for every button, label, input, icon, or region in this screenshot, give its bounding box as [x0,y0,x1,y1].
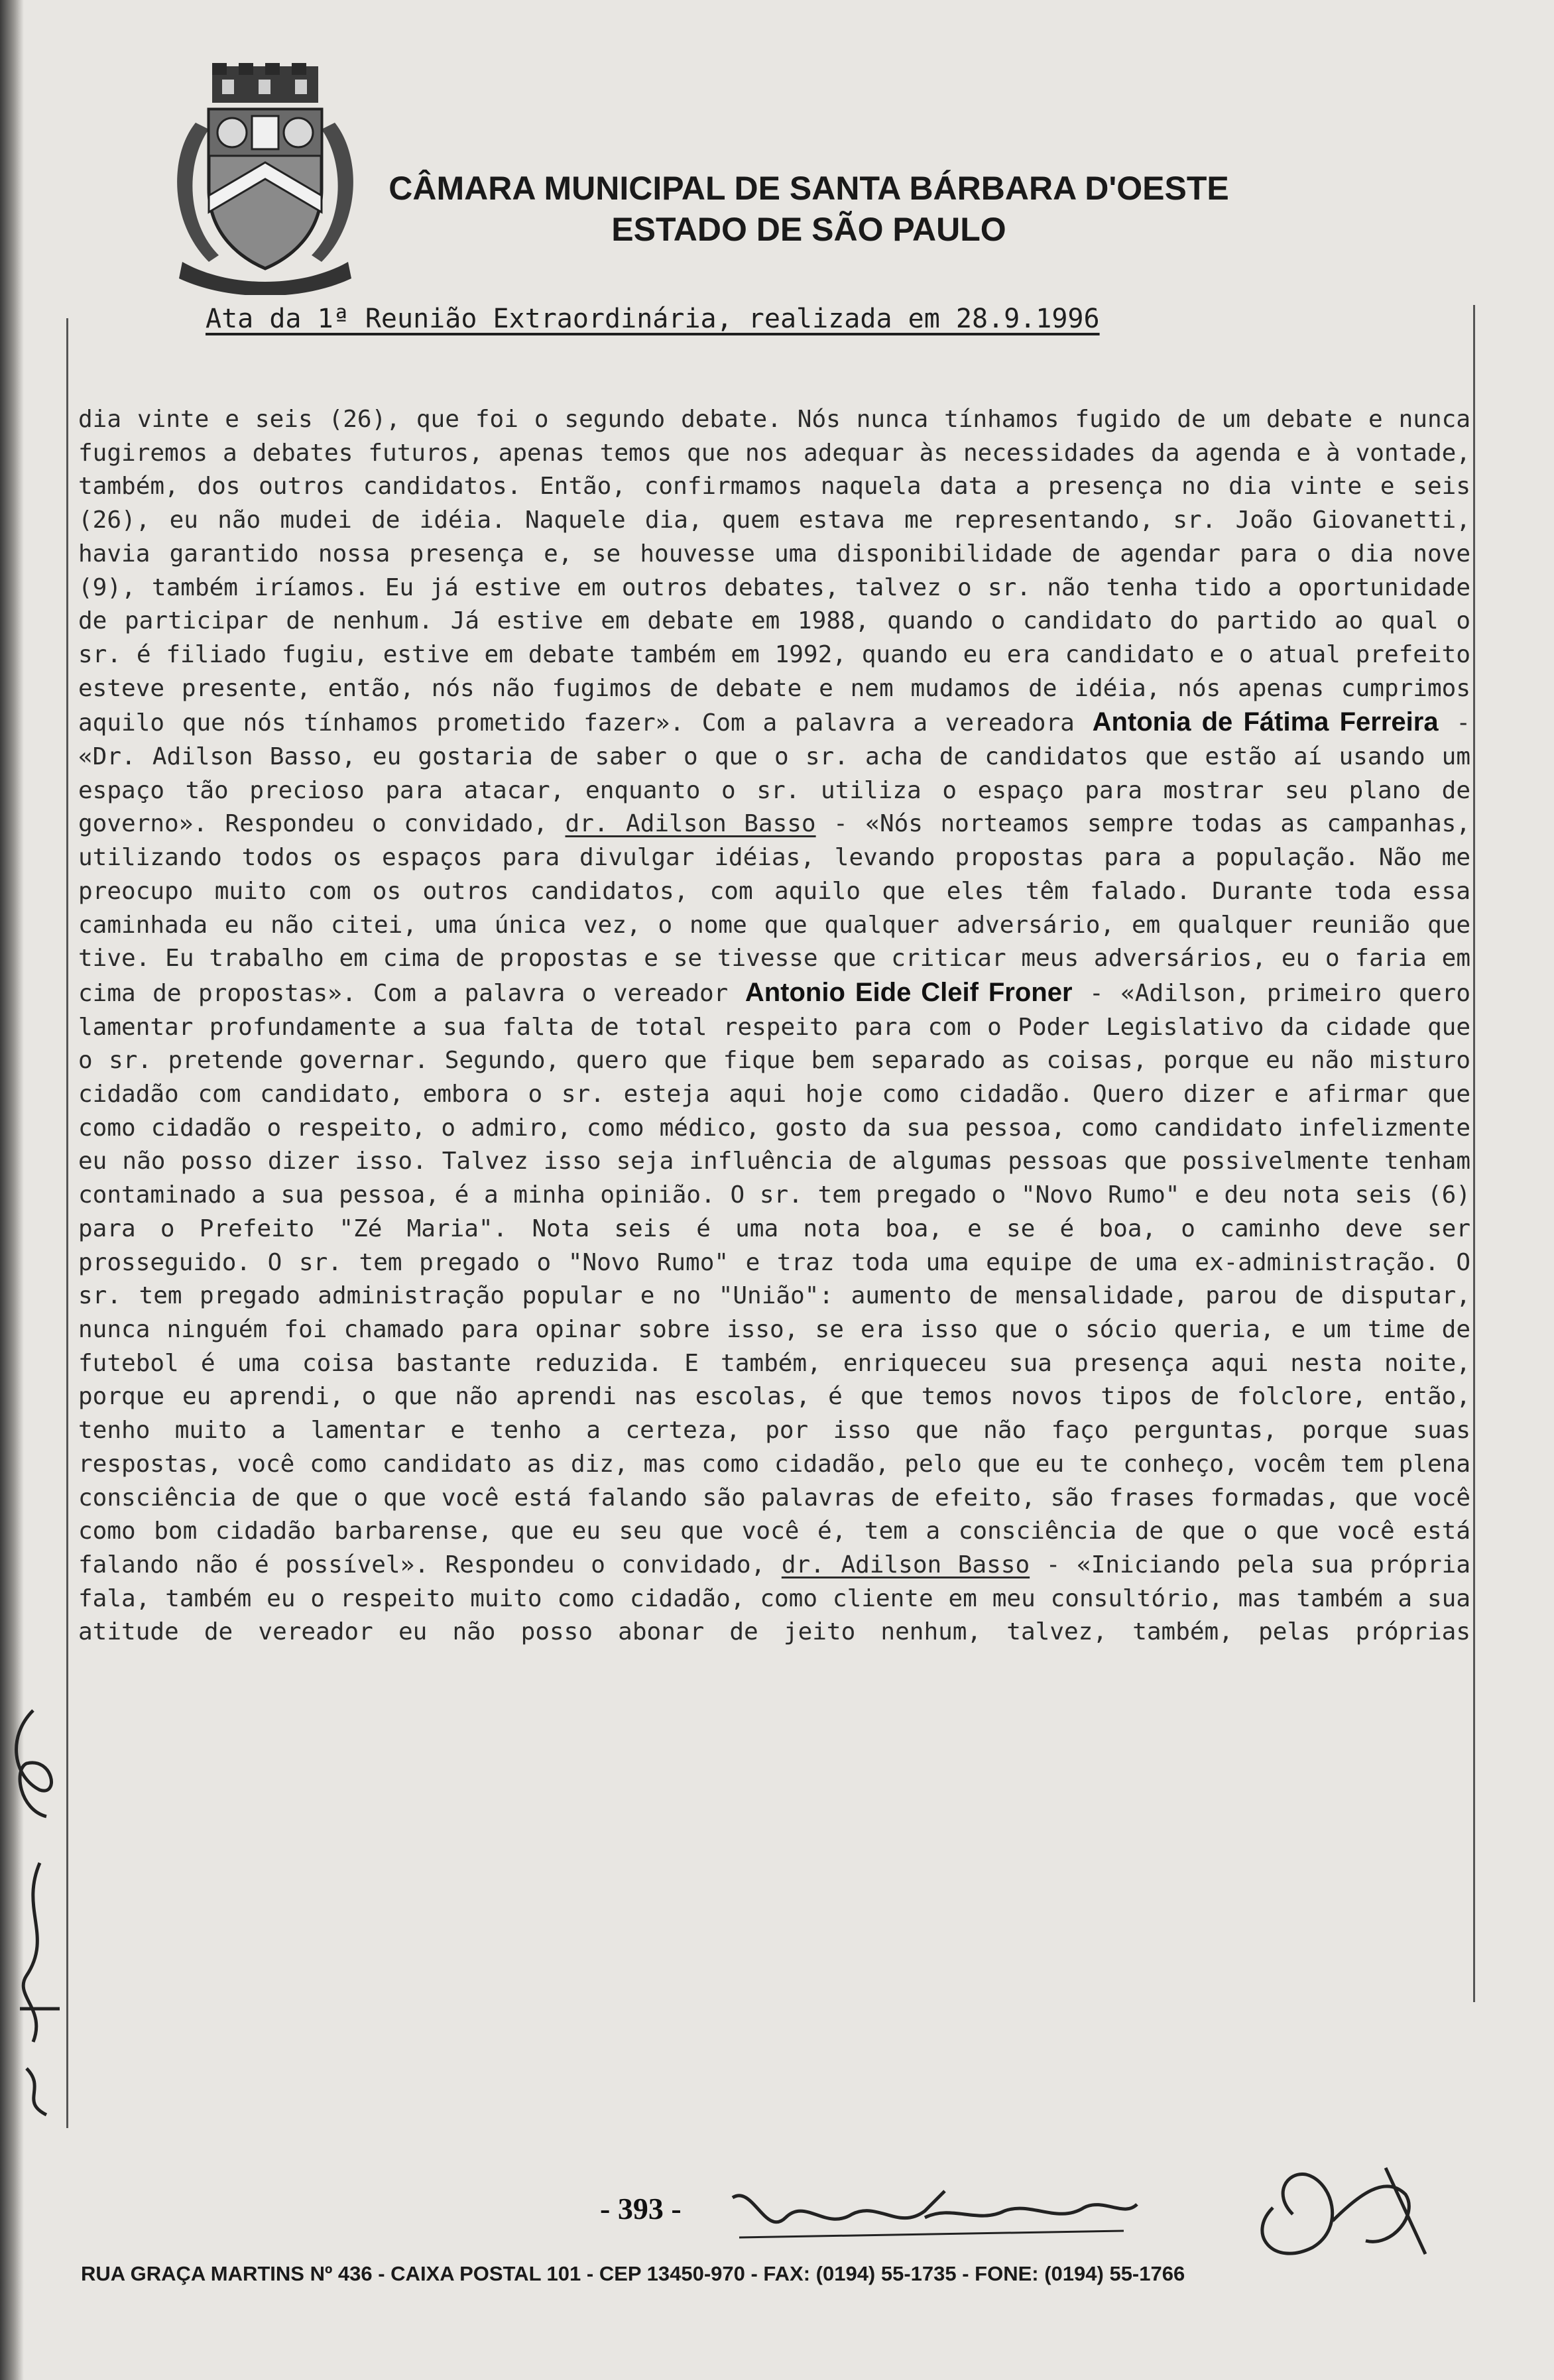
page-number: - 393 - [600,2192,682,2226]
body-segment-1: dia vinte e seis (26), que foi o segundo debate. Nós nunca tínhamos fugido de um debate e nunca fugiremos a debates futuros, apenas temos que nos adequar às necessidades da agenda e à vontade, também, dos outros candidatos. Então, confirmamos naquela data a presença no dia vinte e seis (26), eu não mudei de idéia. Naquele dia, quem estava me representando, sr. João Giovanetti, havia garantido nossa presença e, se houvesse uma disponibilidade de agendar para o dia nove (9), também iríamos. Eu já estive em outros debates, talvez o sr. não tenha tido a oportunidade de participar de nenhum. Já estive em debate em 1988, quando o candidato do partido ao qual o sr. é filiado fugiu, estive em debate também em 1992, quando eu era candidato e o atual prefeito esteve presente, então, nós não fugimos de debate e nem mudamos de idéia, nós apenas cumprimos aquilo que nós tínhamos prometido fazer». Com a palavra a vereadora [78,406,1470,737]
minutes-paragraph [78,403,1470,1649]
right-margin-rule [1473,305,1475,2002]
footer-address: RUA GRAÇA MARTINS Nº 436 - CAIXA POSTAL 101 - CEP 13450-970 - FAX: (0194) 55-1735 - FONE: (0194) 55-1766 [81,2262,1185,2285]
speaker-name-adilson-2: dr. Adilson Basso [781,1551,1030,1578]
body-segment-4: - «Adilson, primeiro quero lamentar profundamente a sua falta de total respeito para com o Poder Legislativo da cidade que o sr. pretende governar. Segundo, quero que fique bem separado as coisas, porque eu não misturo cidadão com candidato, embora o sr. esteja aqui hoje como cidadão. Quero dizer e afirmar que como cidadão o respeito, o admiro, como médico, gosto da sua pessoa, como candidato infelizmente eu não posso dizer isso. Talvez isso seja influência de algumas pessoas que possivelmente tenham contaminado a sua pessoa, é a minha opinião. O sr. tem pregado o "Novo Rumo" e deu nota seis (6) para o Prefeito "Zé Maria". Nota seis é uma nota boa, e se é boa, o caminho deve ser prosseguido. O sr. tem pregado o "Novo Rumo" e traz toda uma equipe de uma ex-administração. O sr. tem pregado administração popular e no "União": aumento de mensalidade, parou de disputar, nunca ninguém foi chamado para opinar sobre isso, se era isso que o sócio queria, e um time de futebol é uma coisa bastante reduzida. E também, enriqueceu sua presença aqui nesta noite, porque eu aprendi, o que não aprendi nas escolas, é que temos novos tipos de folclore, então, tenho muito a lamentar e tenho a certeza, por isso que não faço perguntas, porque suas respostas, você como candidato as diz, mas como cidadão, pelo que eu te conheço, vocêm tem plena consciência de que o que você está falando são palavras de efeito, são frases formadas, que você como bom cidadão barbarense, que eu seu que você é, tem a consciência de que o que você está falando não é possível». Respondeu o convidado, [78,979,1471,1578]
institution-state: ESTADO DE SÃO PAULO [611,211,1006,248]
minutes-body [78,403,1470,1649]
municipal-coat-of-arms [156,63,375,295]
institution-header [358,169,1260,249]
signature-bottom-right [1233,2155,1452,2267]
institution-name: CÂMARA MUNICIPAL DE SANTA BÁRBARA D'OESTE [388,170,1229,207]
minutes-title: Ata da 1ª Reunião Extraordinária, realizada em 28.9.1996 [206,304,1100,334]
body-segment-2: - «Dr. Adilson Basso, eu gostaria de saber o que o sr. acha de candidatos que estão aí usando um espaço tão precioso para atacar, enquanto o sr. utiliza o espaço para mostrar seu plano de governo». Respondeu o convidado, [78,709,1470,838]
body-segment-3: - «Nós norteamos sempre todas as campanhas, utilizando todos os espaços para divulgar idéias, levando propostas para a população. Não me preocupo muito com os outros candidatos, com aquilo que eles têm falado. Durante toda essa caminhada eu não citei, uma única vez, o nome que qualquer adversário, em qualquer reunião que tive. Eu trabalho em cima de propostas e se tivesse que criticar meus adversários, eu o faria em cima de propostas». Com a palavra o vereador [78,810,1470,1007]
speaker-name-adilson: dr. Adilson Basso [565,810,816,838]
speaker-name-antonia: Antonia de Fátima Ferreira [1092,707,1439,737]
signature-bottom-center [726,2178,1150,2251]
signature-left-margin [0,1697,73,2121]
body-segment-5: - «Iniciando pela sua própria fala, também eu o respeito muito como cidadão, como cliente em meu consultório, mas também a sua atitude de vereador eu não posso abonar de jeito nenhum, talvez, também, pelas próprias [78,1551,1470,1646]
speaker-name-antonio: Antonio Eide Cleif Froner [745,977,1073,1007]
